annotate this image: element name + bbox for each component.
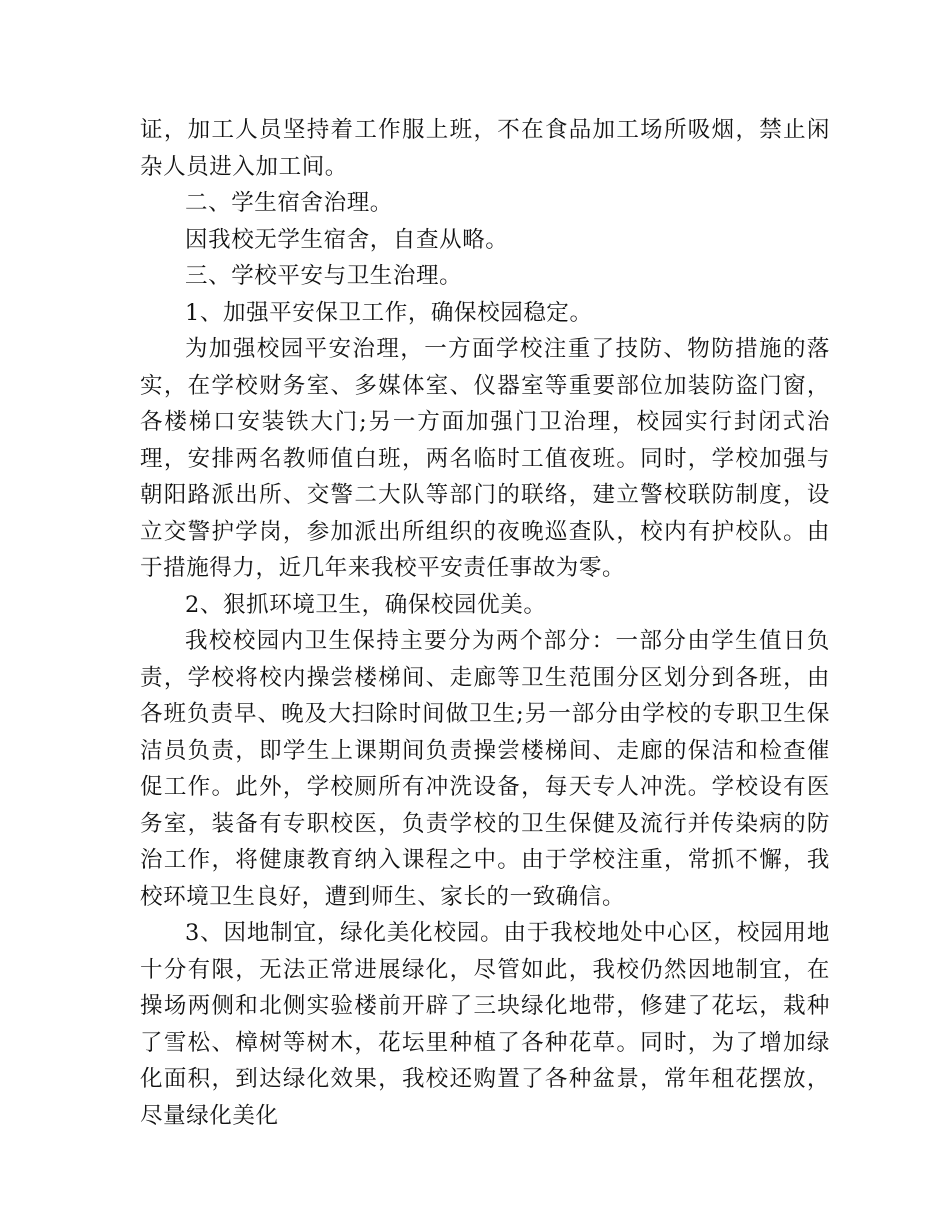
paragraph-hygiene: 我校校园内卫生保持主要分为两个部分：一部分由学生值日负责，学校将校内操尝楼梯间、走廊等卫生范围分区划分到各班，由各班负责早、晚及大扫除时间做卫生;另一部分由学校的专职卫生保洁员负责，即学生上课期间负责操尝楼梯间、走廊的保洁和检查催促工作。此外，学校厕所有冲洗设备，每天专人冲洗。学校设有医务室，装备有专职校医，负责学校的卫生保健及流行并传染病的防治工作，将健康教育纳入课程之中。由于学校注重，常抓不懈，我校环境卫生良好，遭到师生、家长的一致确信。 bbox=[140, 628, 830, 910]
paragraph-security: 为加强校园平安治理，一方面学校注重了技防、物防措施的落实，在学校财务室、多媒体室、仪器室等重要部位加装防盗门窗，各楼梯口安装铁大门;另一方面加强门卫治理，校园实行封闭式治理，安排两名教师值白班，两名临时工值夜班。同时，学校加强与朝阳路派出所、交警二大队等部门的联络，建立警校联防制度，设立交警护学岗，参加派出所组织的夜晚巡查队，校内有护校队。由于措施得力，近几年来我校平安责任事故为零。 bbox=[140, 336, 830, 581]
paragraph-greening: 3、因地制宜，绿化美化校园。由于我校地处中心区，校园用地十分有限，无法正常进展绿化，尽管如此，我校仍然因地制宜，在操场两侧和北侧实验楼前开辟了三块绿化地带，修建了花坛，栽种了雪松、樟树等树木，花坛里种植了各种花草。同时，为了增加绿化面积，到达绿化效果，我校还购置了各种盆景，常年租花摆放，尽量绿化美化 bbox=[140, 920, 830, 1129]
heading-safety-hygiene: 三、学校平安与卫生治理。 bbox=[185, 263, 463, 289]
subheading-security: 1、加强平安保卫工作，确保校园稳定。 bbox=[185, 299, 593, 326]
document-body bbox=[140, 112, 830, 1134]
paragraph-continuation: 证，加工人员坚持着工作服上班，不在食品加工场所吸烟，禁止闲杂人员进入加工间。 bbox=[140, 117, 830, 180]
heading-dormitory: 二、学生宿舍治理。 bbox=[185, 190, 393, 216]
subheading-hygiene: 2、狠抓环境卫生，确保校园优美。 bbox=[185, 591, 547, 618]
paragraph-dormitory: 因我校无学生宿舍，自查从略。 bbox=[185, 226, 509, 253]
